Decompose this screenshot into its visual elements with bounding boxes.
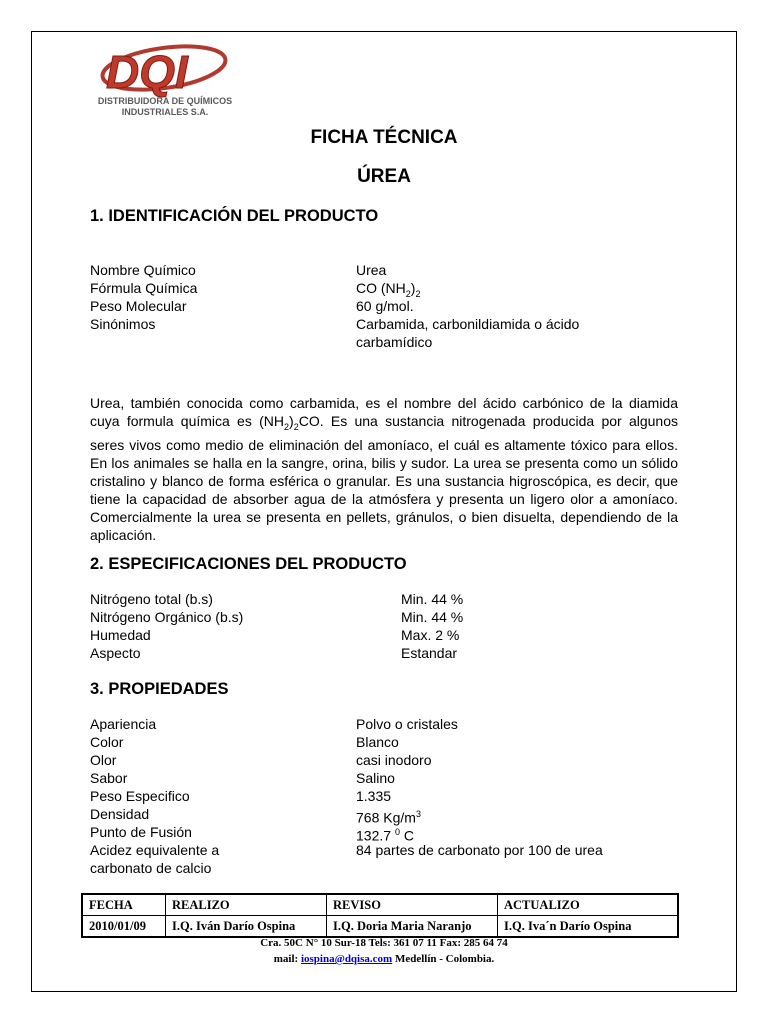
description-paragraph: Urea, también conocida como carbamida, es el nombre del ácido carbónico de la diamida cuya formula química es $(NH_2)_2CO$. Es una sustancia nitrogenada producida por algunos seres vivos como medio de eliminación del amoníaco, el cuál es altamente tóxico para ellos. En los animales se halla en la sangre, orina, bilis y sudor. La urea se presenta como un sólido cristalino y blanco de forma esférica o granular. Es una sustancia higroscópica, es decir, que tiene la capacidad de absorber agua de la atmósfera y presenta un ligero olor a amoníaco. Comercialmente la urea se presenta en pellets, gránulos, o bien disuelta, dependiendo de la aplicación. <box>90 395 678 543</box>
spec-label: Nitrógeno Orgánico (b.s) <box>90 609 244 625</box>
table-header: ACTUALIZO <box>498 894 679 916</box>
property-value: casi inodoro <box>356 752 432 768</box>
logo-subtitle <box>90 96 240 118</box>
property-label: Acidez equivalente a carbonato de calcio <box>90 842 220 876</box>
section2-heading: 2. ESPECIFICACIONES DEL PRODUCTO <box>90 555 407 573</box>
property-label: Punto de Fusión <box>90 824 192 840</box>
property-value: Blanco <box>356 734 399 750</box>
table-header: REALIZO <box>166 894 327 916</box>
table-row <box>82 916 678 938</box>
logo-subtitle-line1: DISTRIBUIDORA DE QUÍMICOS <box>97 96 233 106</box>
section1-heading: 1. IDENTIFICACIÓN DEL PRODUCTO <box>90 207 379 225</box>
property-value: Polvo o cristales <box>356 716 458 732</box>
spec-value: Max. 2 % <box>401 627 460 643</box>
property-value: Salino <box>356 770 395 786</box>
table-cell: I.Q. Iván Darío Ospina <box>166 916 327 938</box>
property-value: 84 partes de carbonato por 100 de urea <box>356 842 603 858</box>
table-cell: I.Q. Doria Maria Naranjo <box>327 916 498 938</box>
document-title: FICHA TÉCNICA <box>310 127 458 148</box>
property-label: Densidad <box>90 806 150 822</box>
spec-value: Min. 44 % <box>401 591 464 607</box>
revision-table <box>81 893 679 938</box>
table-header: REVISO <box>327 894 498 916</box>
nombre-quimico-value: Urea <box>356 262 387 278</box>
peso-molecular-label: Peso Molecular <box>90 298 187 314</box>
table-header-row <box>82 894 678 916</box>
property-label: Sabor <box>90 770 128 786</box>
property-value: 768 $Kg/m^3$ <box>356 809 421 826</box>
email-link[interactable]: iospina@dqisa.com <box>300 953 393 965</box>
table-header: FECHA <box>82 894 166 916</box>
spec-label: Humedad <box>90 627 151 643</box>
property-label: Peso Especifico <box>90 788 190 804</box>
nombre-quimico-label: Nombre Químico <box>90 262 196 278</box>
spec-label: Aspecto <box>90 645 141 661</box>
property-value: 132.7 $^0$ C <box>356 827 414 844</box>
property-label: Olor <box>90 752 117 768</box>
sinonimos-value: Carbamida, carbonildiamida o ácido carbamídico <box>356 316 580 350</box>
spec-value: Min. 44 % <box>401 609 464 625</box>
logo-subtitle-line2: INDUSTRIALES S.A. <box>121 107 209 117</box>
property-label: Color <box>90 734 124 750</box>
spec-label: Nitrógeno total (b.s) <box>90 591 213 607</box>
table-cell: I.Q. Iva´n Darío Ospina <box>498 916 679 938</box>
product-name: ÚREA <box>357 166 411 187</box>
sinonimos-label: Sinónimos <box>90 316 156 332</box>
svg-text:DQI: DQI <box>106 46 188 98</box>
formula-quimica-value: CO $(NH_2)_2$ <box>356 280 421 299</box>
section3-heading: 3. PROPIEDADES <box>90 680 229 698</box>
formula-quimica-label: Fórmula Química <box>90 280 198 296</box>
table-cell: 2010/01/09 <box>82 916 166 938</box>
spec-value: Estandar <box>401 645 458 661</box>
property-value: 1.335 <box>356 788 392 804</box>
address-line: Cra. 50C N° 10 Sur-18 Tels: 361 07 11 Fax: 285 64 74 <box>260 937 508 949</box>
peso-molecular-value: 60 g/mol. <box>356 298 414 314</box>
property-label: Apariencia <box>90 716 157 732</box>
contact-line: mail: iospina@dqisa.com Medellín - Colombia. <box>273 953 495 965</box>
